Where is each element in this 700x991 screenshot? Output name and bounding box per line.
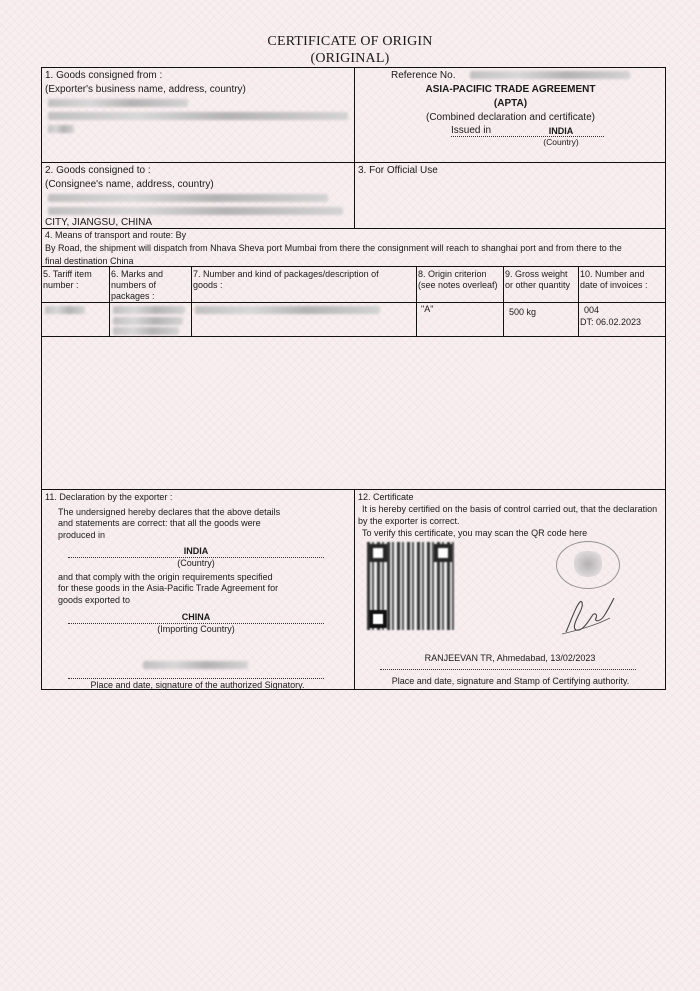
divider xyxy=(109,266,110,336)
col-invoice-header-1: 10. Number and xyxy=(580,269,645,279)
divider xyxy=(416,266,417,336)
col-origin-header-2: (see notes overleaf) xyxy=(418,280,498,290)
redacted-exporter-address xyxy=(48,125,74,133)
divider xyxy=(41,162,666,163)
col-marks-header-1: 6. Marks and xyxy=(111,269,164,279)
box3-label: 3. For Official Use xyxy=(358,165,438,176)
produced-in-country: INDIA xyxy=(183,546,209,556)
signatory-label: Place and date, signature of the authorized Signatory. xyxy=(90,680,305,690)
box4-label: 4. Means of transport and route: By xyxy=(45,230,187,240)
divider xyxy=(503,266,504,336)
col-description-header-1: 7. Number and kind of packages/description of xyxy=(193,269,379,279)
qr-corner-marker xyxy=(369,610,387,628)
box2-sublabel: (Consignee's name, address, country) xyxy=(45,179,214,190)
transport-route-line1: By Road, the shipment will dispatch from Nhava Sheva port Mumbai from there the consignment will reach to shanghai port and from there to the xyxy=(45,243,622,253)
redacted-marks xyxy=(113,317,183,325)
importing-country-label: (Importing Country) xyxy=(157,624,235,634)
certifier-underline xyxy=(380,669,636,670)
box1-label: 1. Goods consigned from : xyxy=(45,70,163,81)
certificate-line1: It is hereby certified on the basis of control carried out, that the declaration xyxy=(362,504,658,514)
redacted-marks xyxy=(113,306,185,314)
redacted-consignee-address xyxy=(48,207,343,215)
invoice-date-value: DT: 06.02.2023 xyxy=(580,317,642,327)
declaration-line5: for these goods in the Asia-Pacific Trade Agreement for xyxy=(58,583,279,593)
col-invoice-header-2: date of invoices : xyxy=(580,280,648,290)
issued-in-country: INDIA xyxy=(548,126,574,136)
box11-label: 11. Declaration by the exporter : xyxy=(45,492,173,502)
transport-route-line2: final destination China xyxy=(45,256,134,266)
divider xyxy=(578,266,579,336)
col-weight-header-2: or other quantity xyxy=(505,280,571,290)
redacted-marks xyxy=(113,327,179,335)
document-subtitle: (ORIGINAL) xyxy=(310,51,390,66)
redacted-exporter-place-date xyxy=(143,661,248,669)
redacted-consignee-name xyxy=(48,194,328,202)
divider xyxy=(191,266,192,336)
document-title: CERTIFICATE OF ORIGIN xyxy=(267,34,433,49)
consignee-city: CITY, JIANGSU, CHINA xyxy=(45,217,153,228)
divider xyxy=(41,336,666,337)
issued-country-label: (Country) xyxy=(543,137,579,147)
redacted-reference-number xyxy=(470,71,630,79)
col-weight-header-1: 9. Gross weight xyxy=(505,269,568,279)
certifier-place-date: RANJEEVAN TR, Ahmedabad, 13/02/2023 xyxy=(424,653,596,663)
col-tariff-header-1: 5. Tariff item xyxy=(43,269,92,279)
declaration-line3: produced in xyxy=(58,530,106,540)
combined-declaration: (Combined declaration and certificate) xyxy=(426,112,595,123)
box2-label: 2. Goods consigned to : xyxy=(45,165,151,176)
col-marks-header-2: numbers of xyxy=(111,280,157,290)
agreement-name: ASIA-PACIFIC TRADE AGREEMENT xyxy=(425,84,596,95)
stamp-label: Place and date, signature and Stamp of Certifying authority. xyxy=(391,676,630,686)
divider xyxy=(41,266,666,267)
divider xyxy=(354,489,355,690)
declaration-line6: goods exported to xyxy=(58,595,131,605)
declaration-line2: and statements are correct: that all the goods were xyxy=(58,518,261,528)
produced-in-country-label: (Country) xyxy=(177,558,215,568)
issued-in-label: Issued in xyxy=(451,125,492,136)
col-tariff-header-2: number : xyxy=(43,280,79,290)
divider xyxy=(41,302,666,303)
redacted-exporter-address xyxy=(48,112,348,120)
reference-label: Reference No. xyxy=(391,70,456,81)
certificate-line2: by the exporter is correct. xyxy=(358,516,460,526)
certificate-line3: To verify this certificate, you may scan the QR code here xyxy=(362,528,588,538)
gross-weight-value: 500 kg xyxy=(509,307,537,317)
col-description-header-2: goods : xyxy=(193,280,223,290)
box12-label: 12. Certificate xyxy=(358,492,414,502)
seal-emblem xyxy=(574,551,602,577)
origin-criterion-value: "A" xyxy=(421,304,434,314)
col-marks-header-3: packages : xyxy=(111,291,155,301)
redacted-exporter-name xyxy=(48,99,188,107)
declaration-line1: The undersigned hereby declares that the above details xyxy=(58,507,281,517)
signatory-underline xyxy=(68,678,324,679)
declaration-line4: and that comply with the origin requirements specified xyxy=(58,572,273,582)
redacted-tariff-number xyxy=(45,306,85,314)
box1-sublabel: (Exporter's business name, address, country) xyxy=(45,84,246,95)
redacted-goods-description xyxy=(195,306,380,314)
importing-country: CHINA xyxy=(181,612,211,622)
signature-icon xyxy=(558,588,618,638)
invoice-number-value: 004 xyxy=(584,305,600,315)
col-origin-header-1: 8. Origin criterion xyxy=(418,269,487,279)
agreement-abbr: (APTA) xyxy=(493,98,528,109)
